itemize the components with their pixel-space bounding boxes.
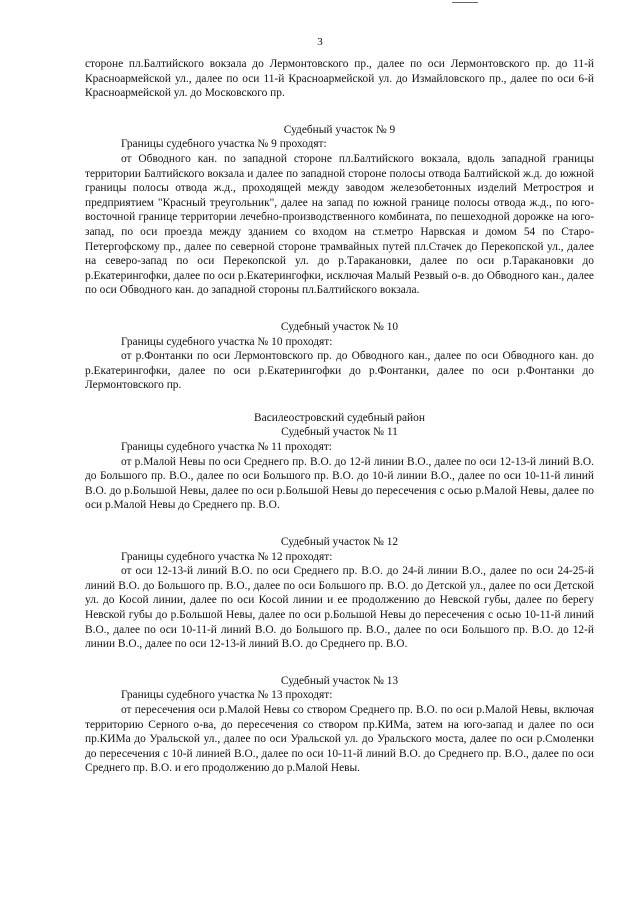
section-intro: Границы судебного участка № 10 проходят:	[121, 335, 333, 348]
section-title: Судебный участок № 11	[281, 426, 398, 439]
section-title: Судебный участок № 9	[283, 123, 396, 136]
section-intro: Границы судебного участка № 12 проходят:	[121, 550, 333, 563]
section-title: Судебный участок № 12	[280, 536, 399, 549]
district-title: Василеостровский судебный район	[254, 411, 425, 424]
section-11	[85, 411, 594, 513]
section-13	[85, 674, 594, 776]
section-body: от р.Фонтанки по оси Лермонтовского пр. до Обводного кан., далее по оси Обводного кан. до р.Екатерингофки, далее по оси р.Екатерингофки до р.Фонтанки, далее по оси р.Фонтанки до Лермонтовского пр.	[85, 350, 594, 392]
top-rule	[452, 2, 478, 3]
section-title: Судебный участок № 13	[280, 674, 399, 687]
section-body: от пересечения оси р.Малой Невы со створом Среднего пр. В.О. по оси р.Малой Невы, включая территорию Серного о-ва, до пересечения со створом пр.КИМа, затем на юго-запад и далее по оси пр.КИМа до Уральской ул., далее по оси Уральской ул. до Уральского моста, далее по оси р.Смоленки до пересечения с 10-й линией В.О., далее по оси 10-11-й линий В.О. до Среднего пр. В.О., далее по оси Среднего пр. В.О. и его продолжению до р.Малой Невы.	[85, 703, 594, 775]
section-body: от Обводного кан. по западной стороне пл.Балтийского вокзала, вдоль западной границы территории Балтийского вокзала и далее по западной стороне полосы отвода Балтийской ж.д. до южной границы полосы отвода ж.д., проходящей между заводом железобетонных изделий Метростроя и предприятием "Красный треугольник", далее на запад по южной границе полосы отвода ж.д., по юго-восточной границе территории лечебно-производственного комбината, по пешеходной дорожке на юго-запад, по оси проезда между зданием со входом на ст.метро Нарвская и домом 54 по Старо-Петергофскому пр., далее по северной стороне трамвайных путей пл.Стачек до Перекопской ул., далее на северо-запад по оси Перекопской ул. до р.Таракановки, далее по оси р.Таракановки до р.Екатерингофки, далее по оси р.Екатерингофки, исключая Малый Резвый о-в. до Обводного кан., далее по оси Обводного кан. до западной стороны пл.Балтийского вокзала.	[85, 152, 594, 297]
section-12	[85, 535, 594, 652]
section-intro: Границы судебного участка № 9 проходят:	[121, 138, 327, 151]
page-number: 3	[317, 36, 323, 48]
section-title: Судебный участок № 10	[280, 320, 399, 333]
section-intro: Границы судебного участка № 11 проходят:	[121, 441, 332, 454]
continuation-paragraph: стороне пл.Балтийского вокзала до Лермонтовского пр., далее по оси Лермонтовского пр. до 11-й Красноармейской ул., далее по оси 11-й Красноармейской ул. до Измайловского пр., далее по оси 6-й Красноармейской ул. до Московского пр.	[85, 58, 594, 100]
section-body: от оси 12-13-й линий В.О. по оси Среднего пр. В.О. до 24-й линии В.О., далее по оси 24-25-й линий В.О. до Большого пр. В.О., далее по оси Большого пр. В.О. до Детской ул., далее по оси Детской ул. до Косой линии, далее по оси Косой линии и ее продолжению до Невской губы, далее по берегу Невской губы до р.Большой Невы, далее по оси р.Большой Невы до пересечения с осью 10-11-й линий В.О., далее по оси 10-11-й линий В.О. до Большого пр. В.О., далее по оси Большого пр. В.О. до 12-й линии В.О., далее по оси 12-13-й линий В.О. до Среднего пр. В.О.	[85, 565, 594, 651]
section-9	[85, 123, 594, 298]
section-10	[85, 320, 594, 393]
section-intro: Границы судебного участка № 13 проходят:	[121, 689, 333, 702]
section-body: от р.Малой Невы по оси Среднего пр. В.О. до 12-й линии В.О., далее по оси 12-13-й линий В.О. до Большого пр. В.О., далее по оси Большого пр. В.О. до 10-й линии В.О., далее по оси 10-11-й линий В.О. до р.Большой Невы, далее по оси р.Большой Невы до пересечения с осью р.Малой Невы, далее по оси р.Малой Невы до Среднего пр. В.О.	[85, 455, 594, 512]
document-body	[85, 57, 594, 776]
